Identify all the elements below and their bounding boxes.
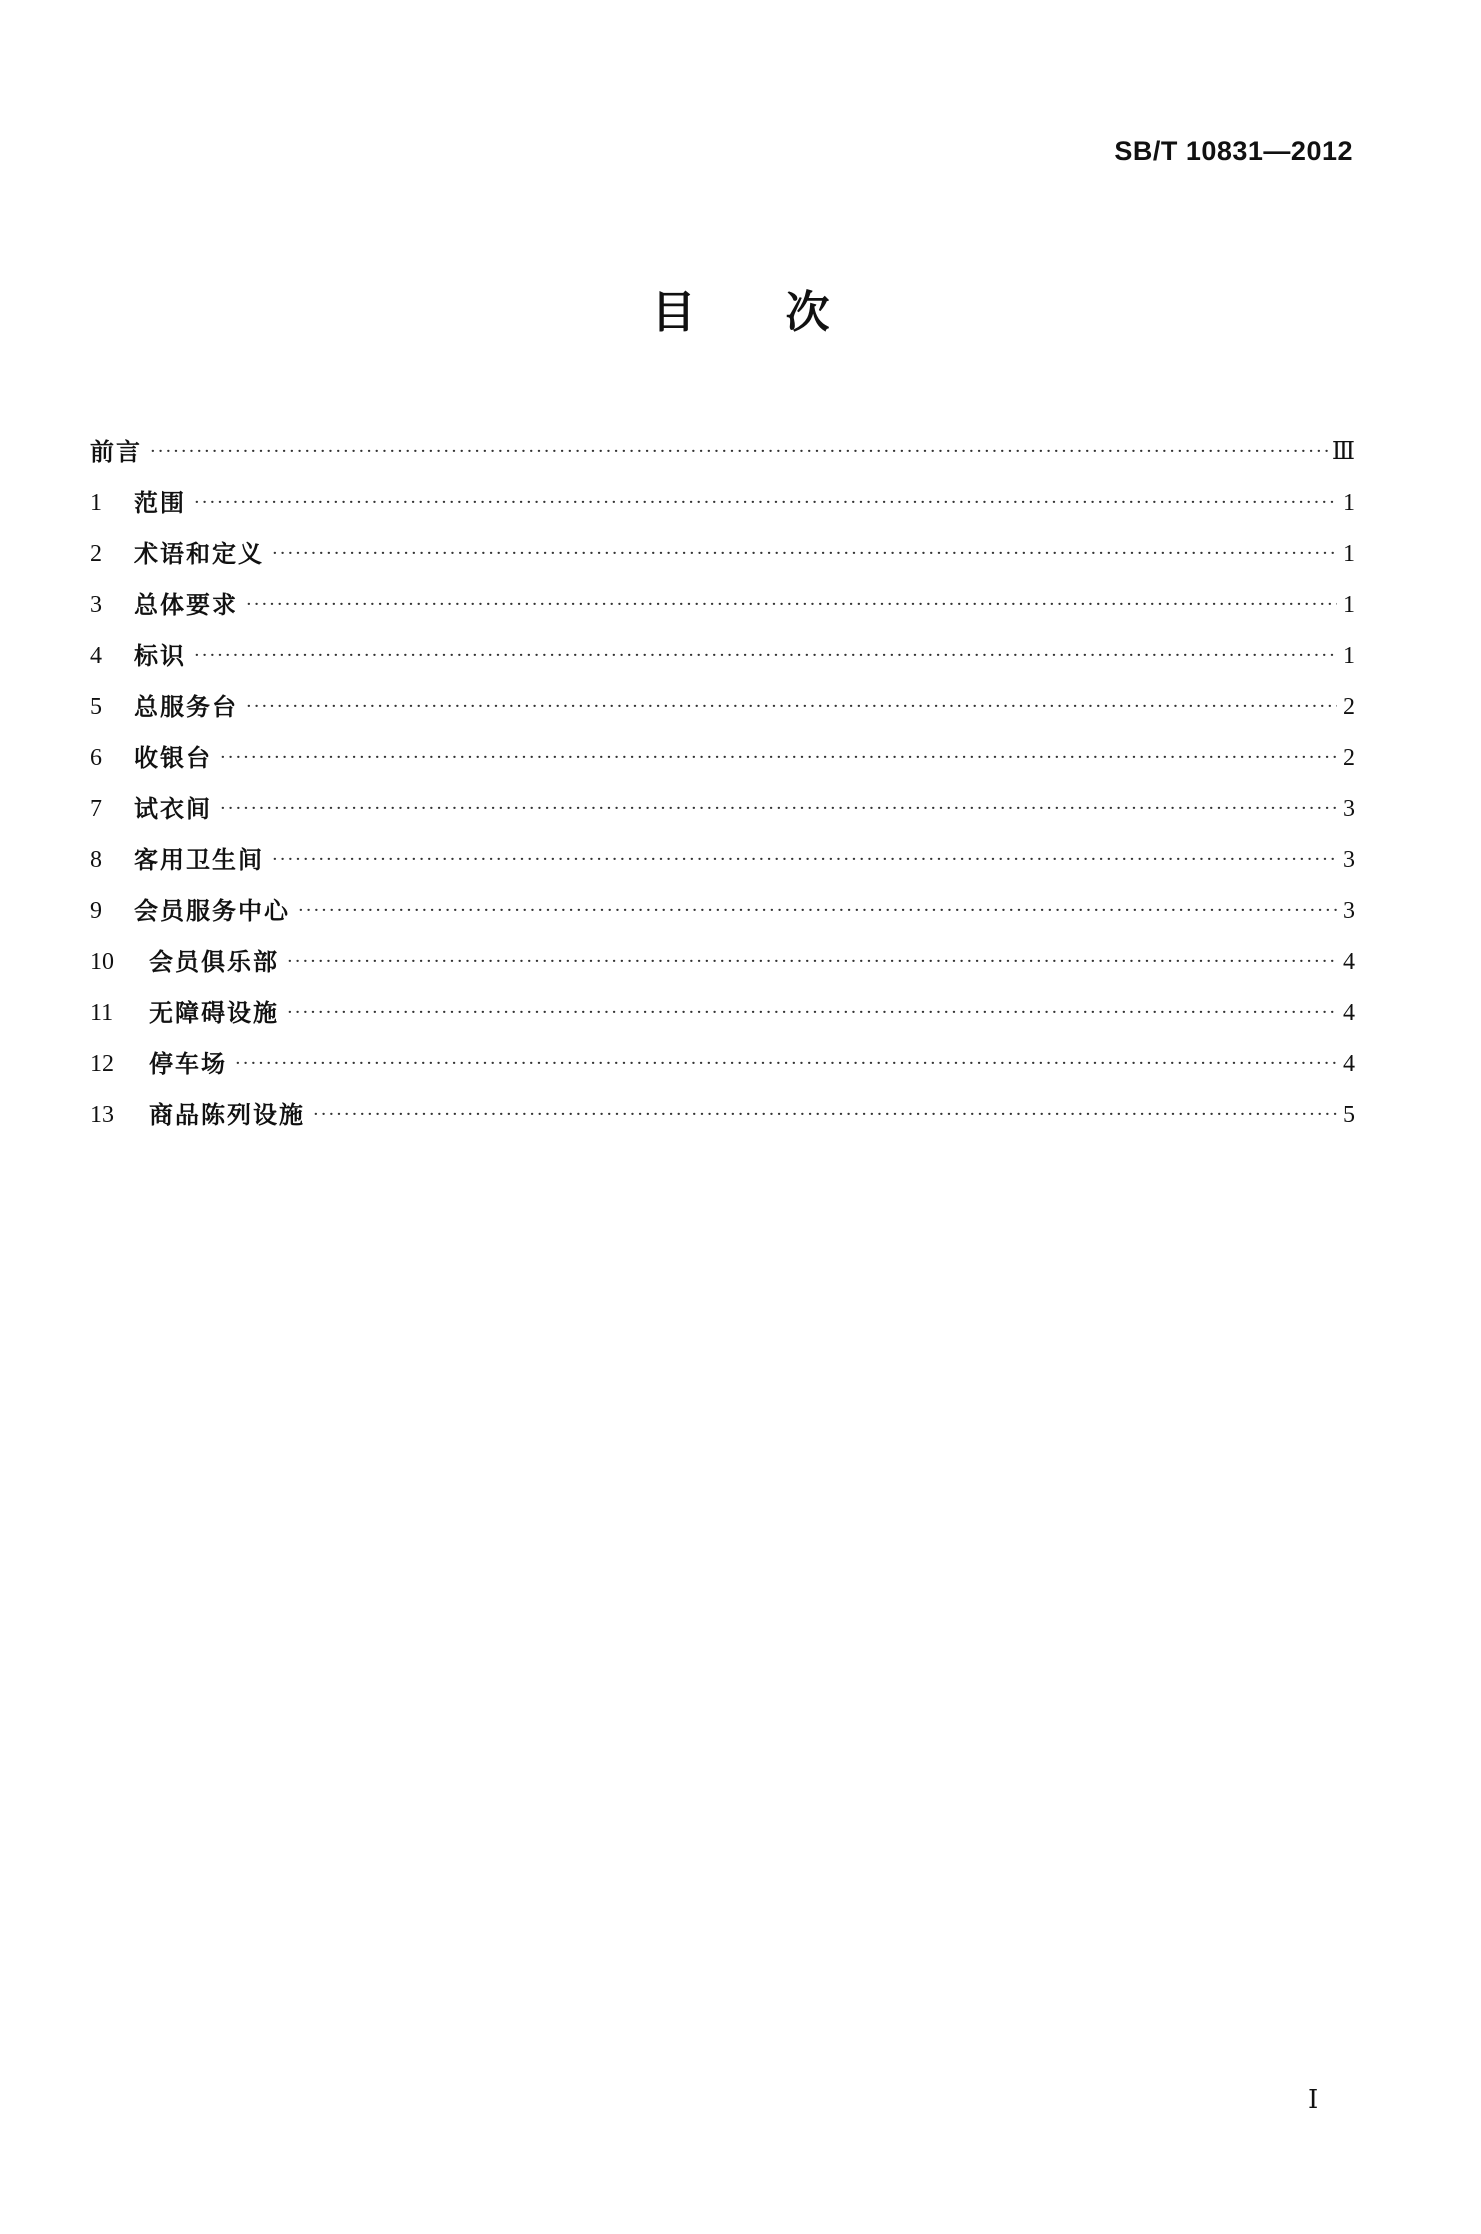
toc-entry-number: 6 [90,745,102,771]
toc-entry-13[interactable] [90,1079,1355,1130]
toc-leader-dots [305,1100,1337,1130]
toc-entry-1[interactable] [90,467,1355,518]
toc-entry-page: 3 [1343,796,1355,822]
document-code: SB/T 10831—2012 [1114,136,1353,166]
toc-entry-number: 5 [90,694,102,720]
toc-entry-foreword[interactable] [90,416,1355,467]
page-number: Ⅰ [1308,2085,1319,2114]
toc-entry-10[interactable] [90,926,1355,977]
toc-leader-dots [212,743,1337,773]
toc-entry-label: 前言 [90,437,142,466]
toc-entry-2[interactable] [90,518,1355,569]
toc-entry-label: 无障碍设施 [149,998,279,1027]
toc-entry-page: 4 [1343,949,1355,975]
toc-entry-3[interactable] [90,569,1355,620]
toc-entry-page: 4 [1343,1051,1355,1077]
toc-entry-label: 收银台 [134,743,212,772]
toc-entry-label: 总服务台 [134,692,238,721]
toc-entry-label: 总体要求 [134,590,238,619]
toc-entry-label: 停车场 [149,1049,227,1078]
toc-leader-dots [227,1049,1337,1079]
toc-entry-page: 3 [1343,847,1355,873]
toc-leader-dots [238,590,1337,620]
page-title: 目次 [651,287,920,338]
toc-entry-number: 2 [90,541,102,567]
toc-entry-6[interactable] [90,722,1355,773]
toc-entry-page: 2 [1343,694,1355,720]
toc-entry-number: 1 [90,490,102,516]
toc-entry-9[interactable] [90,875,1355,926]
table-of-contents [90,416,1355,1130]
toc-entry-number: 4 [90,643,102,669]
toc-entry-page: 2 [1343,745,1355,771]
toc-leader-dots [264,845,1337,875]
toc-entry-page: 1 [1343,541,1355,567]
toc-entry-label: 商品陈列设施 [149,1100,305,1129]
toc-leader-dots [279,998,1337,1028]
toc-entry-page: 5 [1343,1102,1355,1128]
toc-entry-page: 3 [1343,898,1355,924]
toc-leader-dots [264,539,1337,569]
toc-entry-page: 1 [1343,643,1355,669]
toc-entry-label: 术语和定义 [134,539,264,568]
toc-leader-dots [186,488,1337,518]
toc-entry-label: 标识 [134,641,186,670]
toc-entry-number: 7 [90,796,102,822]
toc-entry-label: 客用卫生间 [134,845,264,874]
toc-entry-7[interactable] [90,773,1355,824]
toc-entry-label: 会员服务中心 [134,896,290,925]
toc-entry-label: 试衣间 [134,794,212,823]
toc-entry-label: 会员俱乐部 [149,947,279,976]
toc-entry-label: 范围 [134,488,186,517]
toc-entry-8[interactable] [90,824,1355,875]
toc-leader-dots [142,437,1332,467]
toc-entry-number: 13 [90,1102,114,1128]
toc-entry-number: 10 [90,949,114,975]
toc-entry-page: Ⅲ [1331,439,1355,465]
toc-entry-page: 1 [1343,490,1355,516]
toc-entry-4[interactable] [90,620,1355,671]
toc-leader-dots [238,692,1337,722]
toc-entry-page: 1 [1343,592,1355,618]
toc-leader-dots [212,794,1337,824]
toc-entry-5[interactable] [90,671,1355,722]
toc-leader-dots [279,947,1337,977]
toc-entry-page: 4 [1343,1000,1355,1026]
toc-entry-number: 8 [90,847,102,873]
toc-entry-12[interactable] [90,1028,1355,1079]
toc-entry-number: 3 [90,592,102,618]
toc-leader-dots [290,896,1337,926]
toc-entry-number: 9 [90,898,102,924]
toc-entry-number: 11 [90,1000,114,1026]
toc-entry-number: 12 [90,1051,114,1077]
toc-entry-11[interactable] [90,977,1355,1028]
toc-leader-dots [186,641,1337,671]
